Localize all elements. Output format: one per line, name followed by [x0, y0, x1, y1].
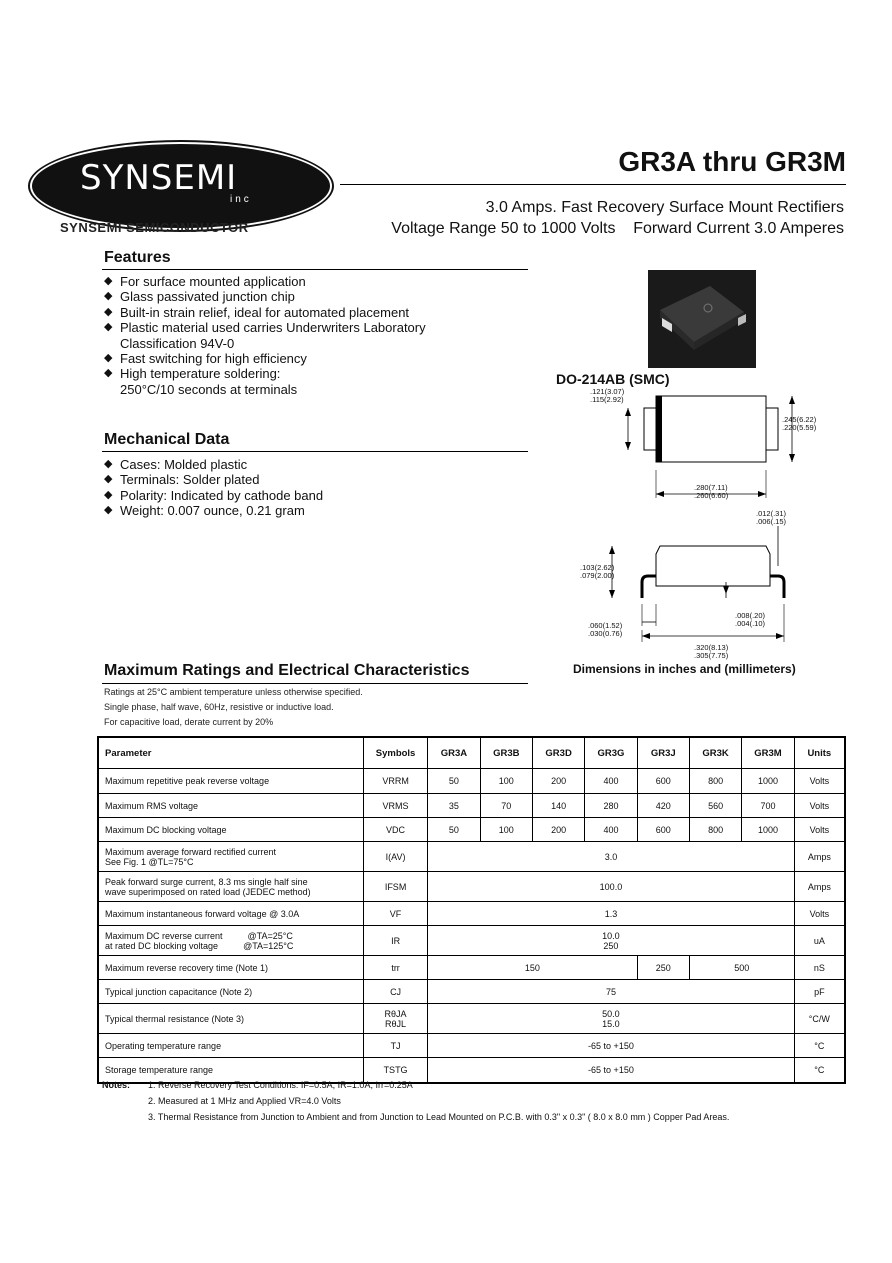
- unit-cell: °C/W: [794, 1004, 845, 1034]
- value-cell: 140: [532, 794, 584, 818]
- symbol-cell: trr: [363, 956, 427, 980]
- table-row: [98, 1004, 845, 1034]
- value-cell: 50: [428, 769, 480, 794]
- dim-value: .008(.20): [735, 611, 766, 620]
- mechanical-heading: Mechanical Data: [104, 431, 230, 448]
- feature-item: ◆ Glass passivated junction chip: [104, 289, 426, 304]
- unit-cell: Amps: [794, 872, 845, 902]
- dim-label-8: [694, 644, 728, 660]
- dim-value: .320(8.13): [694, 643, 729, 652]
- value-cell: 35: [428, 794, 480, 818]
- symbol-cell: CJ: [363, 980, 427, 1004]
- dim-value: .103(2.62): [580, 563, 615, 572]
- dim-label-7: [735, 612, 765, 628]
- param-line: Maximum average forward rectified current: [105, 846, 277, 857]
- value-cell: 800: [689, 769, 741, 794]
- table-row: [98, 794, 845, 818]
- ratings-note: For capacitive load, derate current by 20%: [104, 717, 274, 727]
- dim-label-1: [590, 388, 624, 404]
- value-cell: 100: [480, 818, 532, 842]
- dim-value: .030(0.76): [588, 629, 623, 638]
- dim-value: .280(7.11): [694, 483, 728, 492]
- mechanical-item: ◆ Terminals: Solder plated: [104, 472, 323, 487]
- value-cell: 70: [480, 794, 532, 818]
- logo-text: SYNSEMI: [80, 158, 238, 198]
- value-cell: 1000: [742, 818, 794, 842]
- package-photo: [648, 270, 756, 368]
- param-cell: Storage temperature range: [98, 1058, 363, 1083]
- col-header: GR3K: [689, 737, 741, 769]
- symbol-cell: VRMS: [363, 794, 427, 818]
- dim-label-4: [756, 510, 786, 526]
- table-row: [98, 956, 845, 980]
- unit-cell: °C: [794, 1058, 845, 1083]
- param-line: wave superimposed on rated load (JEDEC method): [105, 886, 311, 897]
- dim-value: .260(6.60): [694, 491, 729, 500]
- param-line: See Fig. 1 @TL=75°C: [105, 856, 194, 867]
- param-cell: Maximum instantaneous forward voltage @ 3.0A: [98, 902, 363, 926]
- mechanical-item: ◆ Weight: 0.007 ounce, 0.21 gram: [104, 503, 323, 518]
- feature-item: ◆ For surface mounted application: [104, 274, 426, 289]
- unit-cell: Volts: [794, 769, 845, 794]
- dim-value: .121(3.07): [590, 387, 625, 396]
- symbol-cell: VDC: [363, 818, 427, 842]
- dim-label-5: [580, 564, 614, 580]
- dim-value: .115(2.92): [590, 395, 624, 404]
- unit-cell: Amps: [794, 842, 845, 872]
- unit-cell: pF: [794, 980, 845, 1004]
- symbol-line: RθJA: [384, 1008, 407, 1019]
- table-header-row: [98, 737, 845, 769]
- symbol-cell: IR: [363, 926, 427, 956]
- dimension-caption: Dimensions in inches and (millimeters): [573, 662, 796, 676]
- value-cell: 500: [689, 956, 794, 980]
- ratings-heading: Maximum Ratings and Electrical Characteristics: [104, 662, 470, 679]
- feature-item: ◆ High temperature soldering:: [104, 366, 426, 381]
- param-cell: Typical thermal resistance (Note 3): [98, 1004, 363, 1034]
- unit-cell: nS: [794, 956, 845, 980]
- notes-label: Notes:: [102, 1080, 131, 1090]
- feature-item: ◆ Built-in strain relief, ideal for automated placement: [104, 305, 426, 320]
- table-row: [98, 818, 845, 842]
- dim-label-3: [694, 484, 728, 500]
- feature-item: ◆ Fast switching for high efficiency: [104, 351, 426, 366]
- col-header: GR3J: [637, 737, 689, 769]
- param-cell: Maximum DC blocking voltage: [98, 818, 363, 842]
- package-photo-image: [648, 270, 756, 368]
- table-row: [98, 842, 845, 872]
- value-cell: 700: [742, 794, 794, 818]
- unit-cell: Volts: [794, 818, 845, 842]
- param-cell: [98, 926, 363, 956]
- company-name: SYNSEMI SEMICONDUCTOR: [60, 220, 249, 235]
- table-row: [98, 902, 845, 926]
- mechanical-item: ◆ Polarity: Indicated by cathode band: [104, 488, 323, 503]
- param-line: Maximum DC reverse current @TA=25°C: [105, 930, 293, 941]
- col-header: Units: [794, 737, 845, 769]
- param-cell: [98, 872, 363, 902]
- value-cell: 560: [689, 794, 741, 818]
- param-cell: Maximum repetitive peak reverse voltage: [98, 769, 363, 794]
- col-header: GR3A: [428, 737, 480, 769]
- ratings-note: Ratings at 25°C ambient temperature unless otherwise specified.: [104, 687, 363, 697]
- features-divider: [102, 269, 528, 270]
- value-line: 50.0: [602, 1008, 620, 1019]
- unit-cell: uA: [794, 926, 845, 956]
- value-cell: [428, 1004, 794, 1034]
- spec-table: [97, 736, 846, 1084]
- dim-value: .079(2.00): [580, 571, 615, 580]
- dim-value: .220(5.59): [782, 423, 817, 432]
- footnote-3: 3. Thermal Resistance from Junction to Ambient and from Junction to Lead Mounted on P.C.B. with 0.3" x 0.3" ( 8.0 x 8.0 mm ) Copper Pad Areas.: [148, 1112, 730, 1122]
- subtitle-line-1: 3.0 Amps. Fast Recovery Surface Mount Rectifiers: [485, 199, 844, 216]
- value-cell: 800: [689, 818, 741, 842]
- mechanical-list: [104, 457, 323, 519]
- col-header: Symbols: [363, 737, 427, 769]
- dim-value: .012(.31): [756, 509, 787, 518]
- table-row: [98, 872, 845, 902]
- param-line: at rated DC blocking voltage @TA=125°C: [105, 940, 294, 951]
- value-line: 10.0: [602, 930, 620, 941]
- subtitle-line-2: Voltage Range 50 to 1000 Volts Forward Current 3.0 Amperes: [391, 220, 844, 237]
- page-title: GR3A thru GR3M: [618, 146, 846, 177]
- table-row: [98, 1034, 845, 1058]
- symbol-cell: TJ: [363, 1034, 427, 1058]
- value-cell: 400: [585, 769, 637, 794]
- value-cell: [428, 926, 794, 956]
- dim-value: .305(7.75): [694, 651, 729, 660]
- value-cell: 50: [428, 818, 480, 842]
- ratings-divider: [102, 683, 528, 684]
- dim-value: .004(.10): [735, 619, 766, 628]
- value-cell: 250: [637, 956, 689, 980]
- value-cell: 1000: [742, 769, 794, 794]
- value-cell: 1.3: [428, 902, 794, 926]
- symbol-cell: [363, 1004, 427, 1034]
- package-label: DO-214AB (SMC): [556, 371, 670, 387]
- dim-label-6: [588, 622, 622, 638]
- value-cell: 280: [585, 794, 637, 818]
- param-line: Peak forward surge current, 8.3 ms single half sine: [105, 876, 308, 887]
- value-cell: 200: [532, 769, 584, 794]
- col-header: GR3B: [480, 737, 532, 769]
- param-cell: Typical junction capacitance (Note 2): [98, 980, 363, 1004]
- logo-inc: inc: [230, 194, 252, 205]
- value-cell: 600: [637, 769, 689, 794]
- value-cell: 200: [532, 818, 584, 842]
- value-cell: 100: [480, 769, 532, 794]
- value-line: 250: [603, 940, 619, 951]
- features-heading: Features: [104, 249, 171, 266]
- param-cell: Maximum RMS voltage: [98, 794, 363, 818]
- symbol-line: RθJL: [385, 1018, 407, 1029]
- title-divider: [340, 184, 846, 185]
- table-row: [98, 926, 845, 956]
- value-cell: 400: [585, 818, 637, 842]
- unit-cell: °C: [794, 1034, 845, 1058]
- symbol-cell: VF: [363, 902, 427, 926]
- col-header: Parameter: [98, 737, 363, 769]
- value-cell: 420: [637, 794, 689, 818]
- table-row: [98, 980, 845, 1004]
- dim-value: .006(.15): [756, 517, 787, 526]
- mechanical-item: ◆ Cases: Molded plastic: [104, 457, 323, 472]
- footnote-1: 1. Reverse Recovery Test Conditions: IF=0.5A, IR=1.0A, Irr=0.25A: [148, 1080, 413, 1090]
- table-row: [98, 769, 845, 794]
- mechanical-divider: [102, 451, 528, 452]
- feature-item-continued: 250°C/10 seconds at terminals: [120, 381, 298, 397]
- value-cell: -65 to +150: [428, 1058, 794, 1083]
- value-cell: 100.0: [428, 872, 794, 902]
- param-cell: Maximum reverse recovery time (Note 1): [98, 956, 363, 980]
- features-list: [104, 274, 426, 397]
- unit-cell: Volts: [794, 902, 845, 926]
- col-header: GR3M: [742, 737, 794, 769]
- table-row: [98, 1058, 845, 1083]
- param-cell: [98, 842, 363, 872]
- unit-cell: Volts: [794, 794, 845, 818]
- symbol-cell: TSTG: [363, 1058, 427, 1083]
- dim-value: .245(6.22): [782, 415, 817, 424]
- symbol-cell: VRRM: [363, 769, 427, 794]
- value-cell: 600: [637, 818, 689, 842]
- value-cell: 150: [428, 956, 637, 980]
- param-cell: Operating temperature range: [98, 1034, 363, 1058]
- col-header: GR3D: [532, 737, 584, 769]
- feature-item: ◆ Plastic material used carries Underwriters Laboratory: [104, 320, 426, 335]
- col-header: GR3G: [585, 737, 637, 769]
- footnote-2: 2. Measured at 1 MHz and Applied VR=4.0 Volts: [148, 1096, 341, 1106]
- value-cell: -65 to +150: [428, 1034, 794, 1058]
- symbol-cell: I(AV): [363, 842, 427, 872]
- feature-item-continued: Classification 94V-0: [120, 335, 235, 351]
- value-cell: 75: [428, 980, 794, 1004]
- ratings-note: Single phase, half wave, 60Hz, resistive or inductive load.: [104, 702, 334, 712]
- dim-label-2: [782, 416, 816, 432]
- symbol-cell: IFSM: [363, 872, 427, 902]
- dim-value: .060(1.52): [588, 621, 623, 630]
- value-line: 15.0: [602, 1018, 620, 1029]
- value-cell: 3.0: [428, 842, 794, 872]
